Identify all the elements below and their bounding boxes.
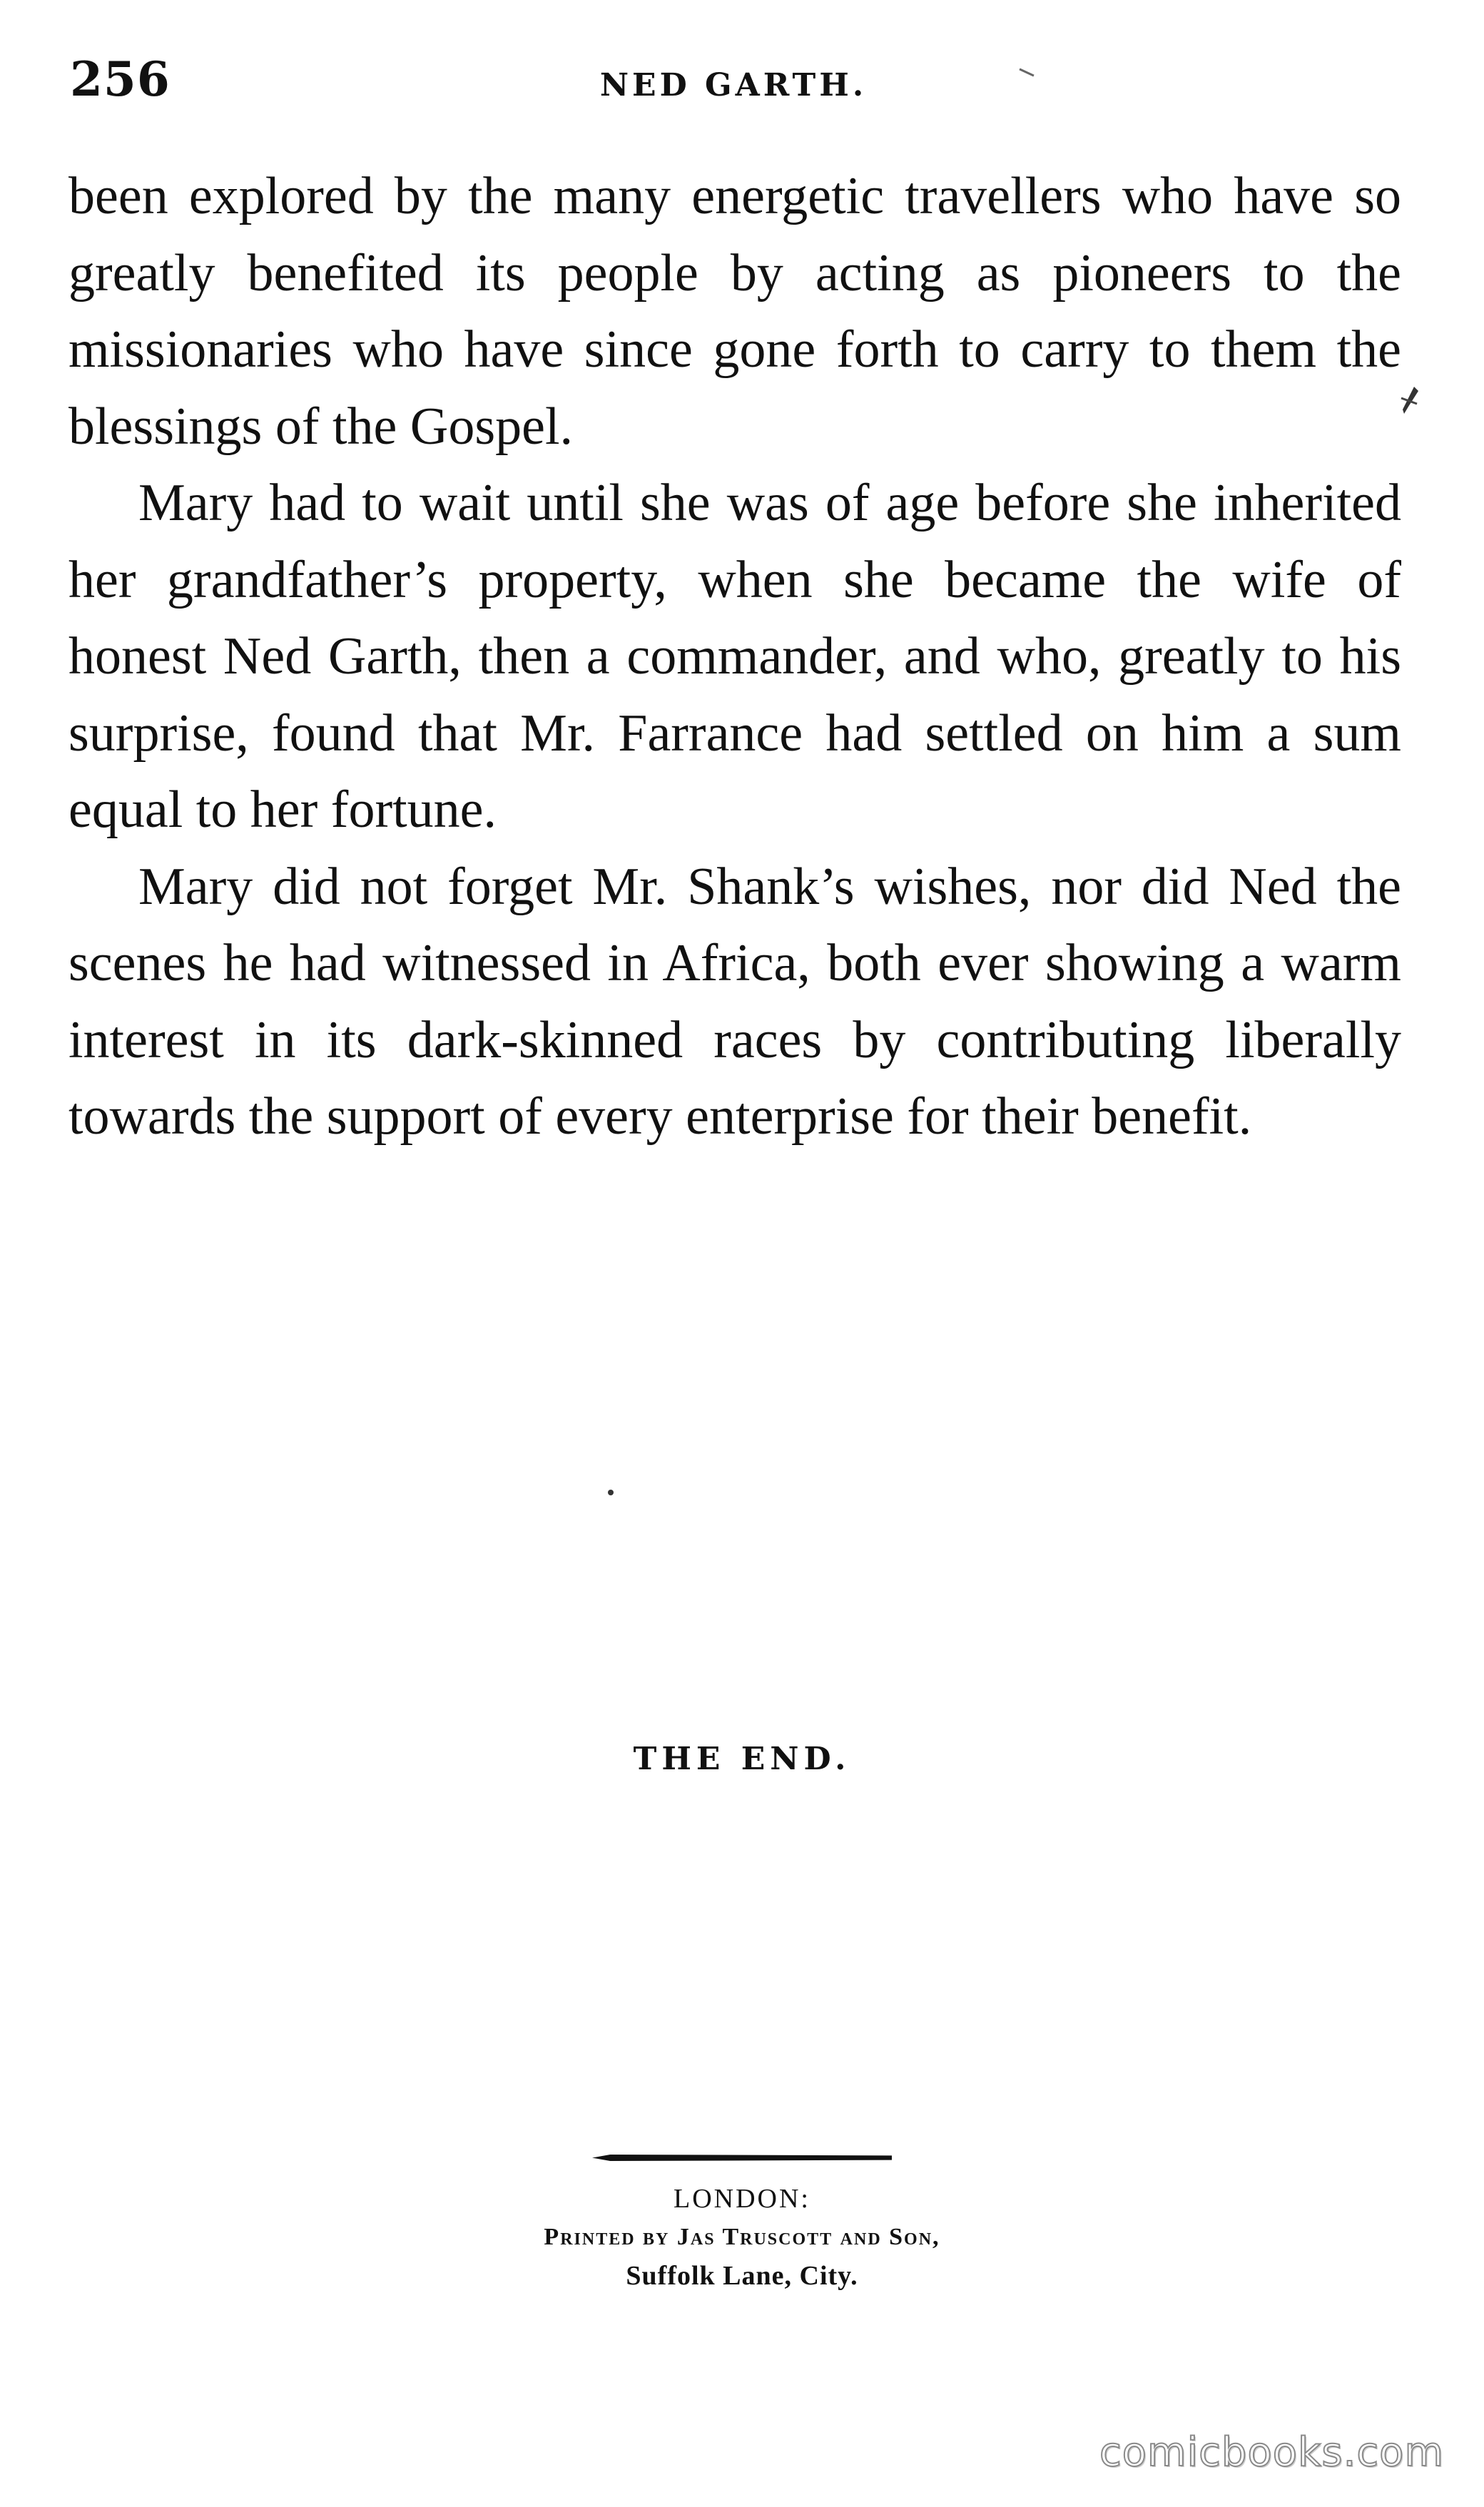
watermark: comicbooks.com bbox=[1099, 2429, 1444, 2476]
imprint-address: Suffolk Lane, City. bbox=[626, 2261, 858, 2291]
body-text bbox=[68, 158, 1401, 1156]
the-end: THE END. bbox=[633, 1741, 851, 1777]
running-title: NED GARTH. bbox=[599, 67, 868, 103]
imprint-city: LONDON: bbox=[674, 2184, 810, 2214]
stray-dot bbox=[608, 1490, 614, 1495]
paragraph-continued: been explored by the many energetic travellers who have so greatly benefited its people by acting as pioneers to the missionaries who have since gone forth to carry to them the blessings of the Gospel. bbox=[68, 167, 1401, 456]
printer-imprint bbox=[0, 2155, 1484, 2295]
page-header bbox=[70, 51, 1397, 116]
page-number: 256 bbox=[70, 51, 171, 107]
paragraph: Mary did not forget Mr. Shank’s wishes, nor did Ned the scenes he had witnessed in Africa, both ever showing a warm interest in its dark-skinned races by contributing liberally towards the support of every enterprise for their benefit. bbox=[68, 857, 1401, 1146]
imprint-printer: Printed by Jas Truscott and Son, bbox=[544, 2224, 940, 2250]
margin-ink-mark-icon bbox=[1398, 385, 1423, 417]
imprint-rule bbox=[592, 2155, 892, 2161]
paragraph: Mary had to wait until she was of age before she inherited her grandfather’s property, when she became the wife of honest Ned Garth, then a commander, and who, greatly to his surprise, found that Mr. Farrance had settled on him a sum equal to her fortune. bbox=[68, 474, 1401, 839]
